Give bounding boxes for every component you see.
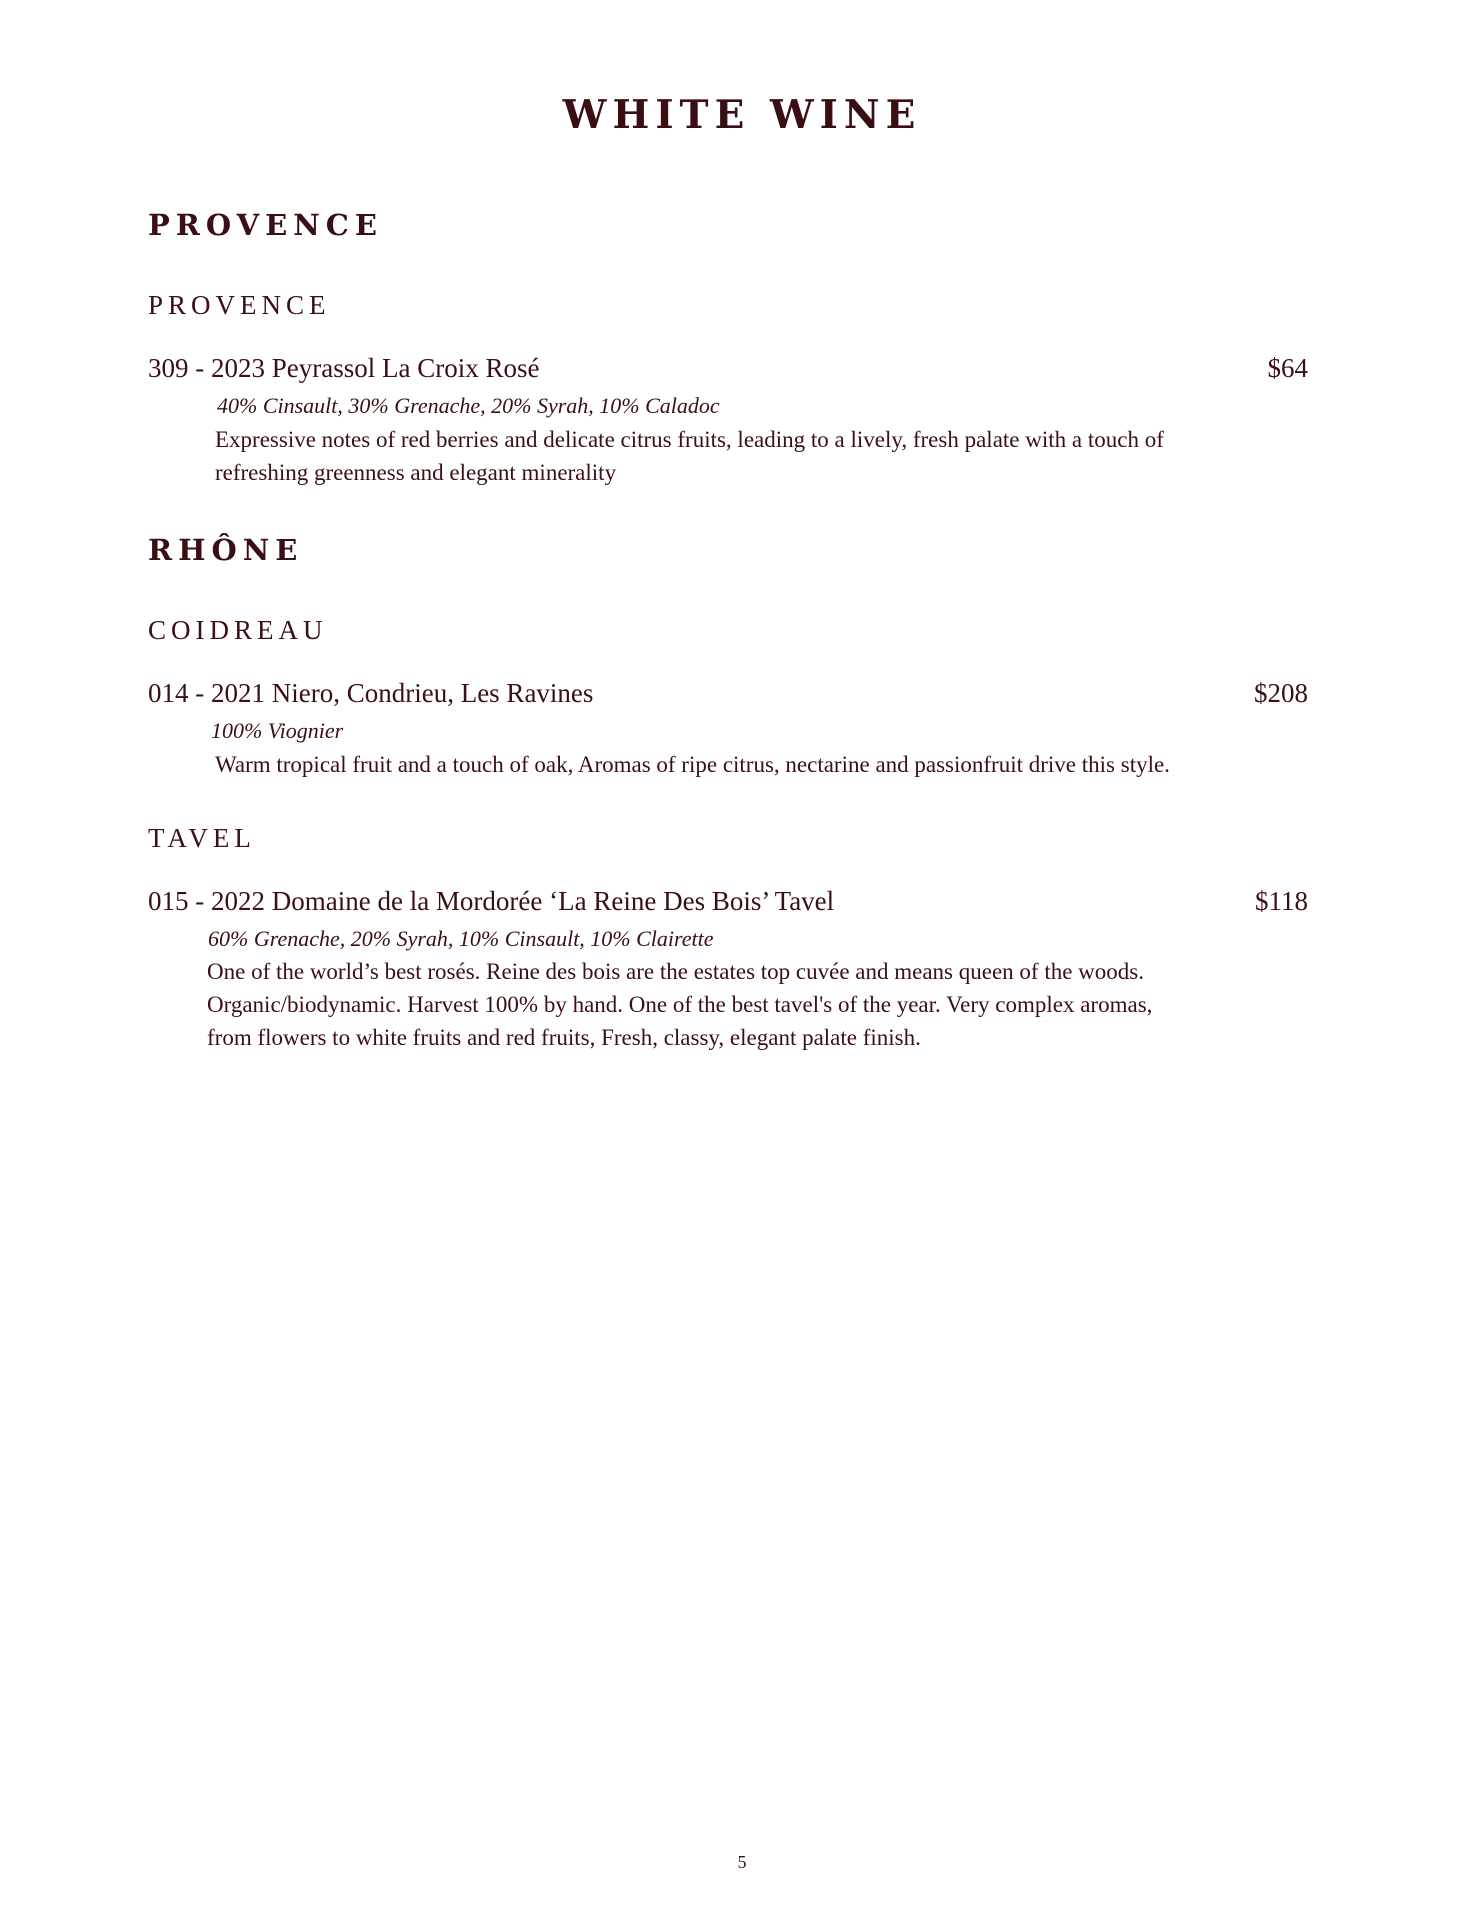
wine-name: 015 - 2022 Domaine de la Mordorée ‘La Reine Des Bois’ Tavel <box>148 886 835 916</box>
description-line: refreshing greenness and elegant minerality <box>215 460 617 485</box>
wine-grapes: 100% Viognier <box>211 718 344 743</box>
subregion-heading-provence: PROVENCE <box>148 290 331 320</box>
wine-grapes: 60% Grenache, 20% Syrah, 10% Cinsault, 10% Clairette <box>208 926 714 951</box>
description-line: One of the world’s best rosés. Reine des bois are the estates top cuvée and means queen of the woods. <box>207 959 1144 984</box>
wine-price: $208 <box>1254 678 1308 708</box>
region-heading-provence: PROVENCE <box>148 208 383 242</box>
wine-grapes: 40% Cinsault, 30% Grenache, 20% Syrah, 10% Caladoc <box>217 393 720 418</box>
wine-name: 309 - 2023 Peyrassol La Croix Rosé <box>148 353 540 383</box>
wine-description <box>215 748 1170 781</box>
wine-price: $64 <box>1267 353 1308 383</box>
subregion-heading-coidreau: COIDREAU <box>148 615 328 645</box>
description-line: Organic/biodynamic. Harvest 100% by hand. One of the best tavel's of the year. Very complex aromas, <box>207 992 1153 1017</box>
subregion-heading-tavel: TAVEL <box>148 823 256 853</box>
region-heading-rhone: RHÔNE <box>148 533 304 567</box>
description-line: Warm tropical fruit and a touch of oak, Aromas of ripe citrus, nectarine and passionfruit drive this style. <box>215 752 1170 777</box>
description-line: Expressive notes of red berries and delicate citrus fruits, leading to a lively, fresh palate with a touch of <box>215 427 1164 452</box>
description-line: from flowers to white fruits and red fruits, Fresh, classy, elegant palate finish. <box>207 1025 921 1050</box>
page-number: 5 <box>737 1852 747 1872</box>
wine-price: $118 <box>1255 886 1308 916</box>
page-title: WHITE WINE <box>562 92 922 138</box>
wine-name: 014 - 2021 Niero, Condrieu, Les Ravines <box>148 678 594 708</box>
wine-description <box>207 955 1152 1054</box>
wine-description <box>215 423 1164 489</box>
